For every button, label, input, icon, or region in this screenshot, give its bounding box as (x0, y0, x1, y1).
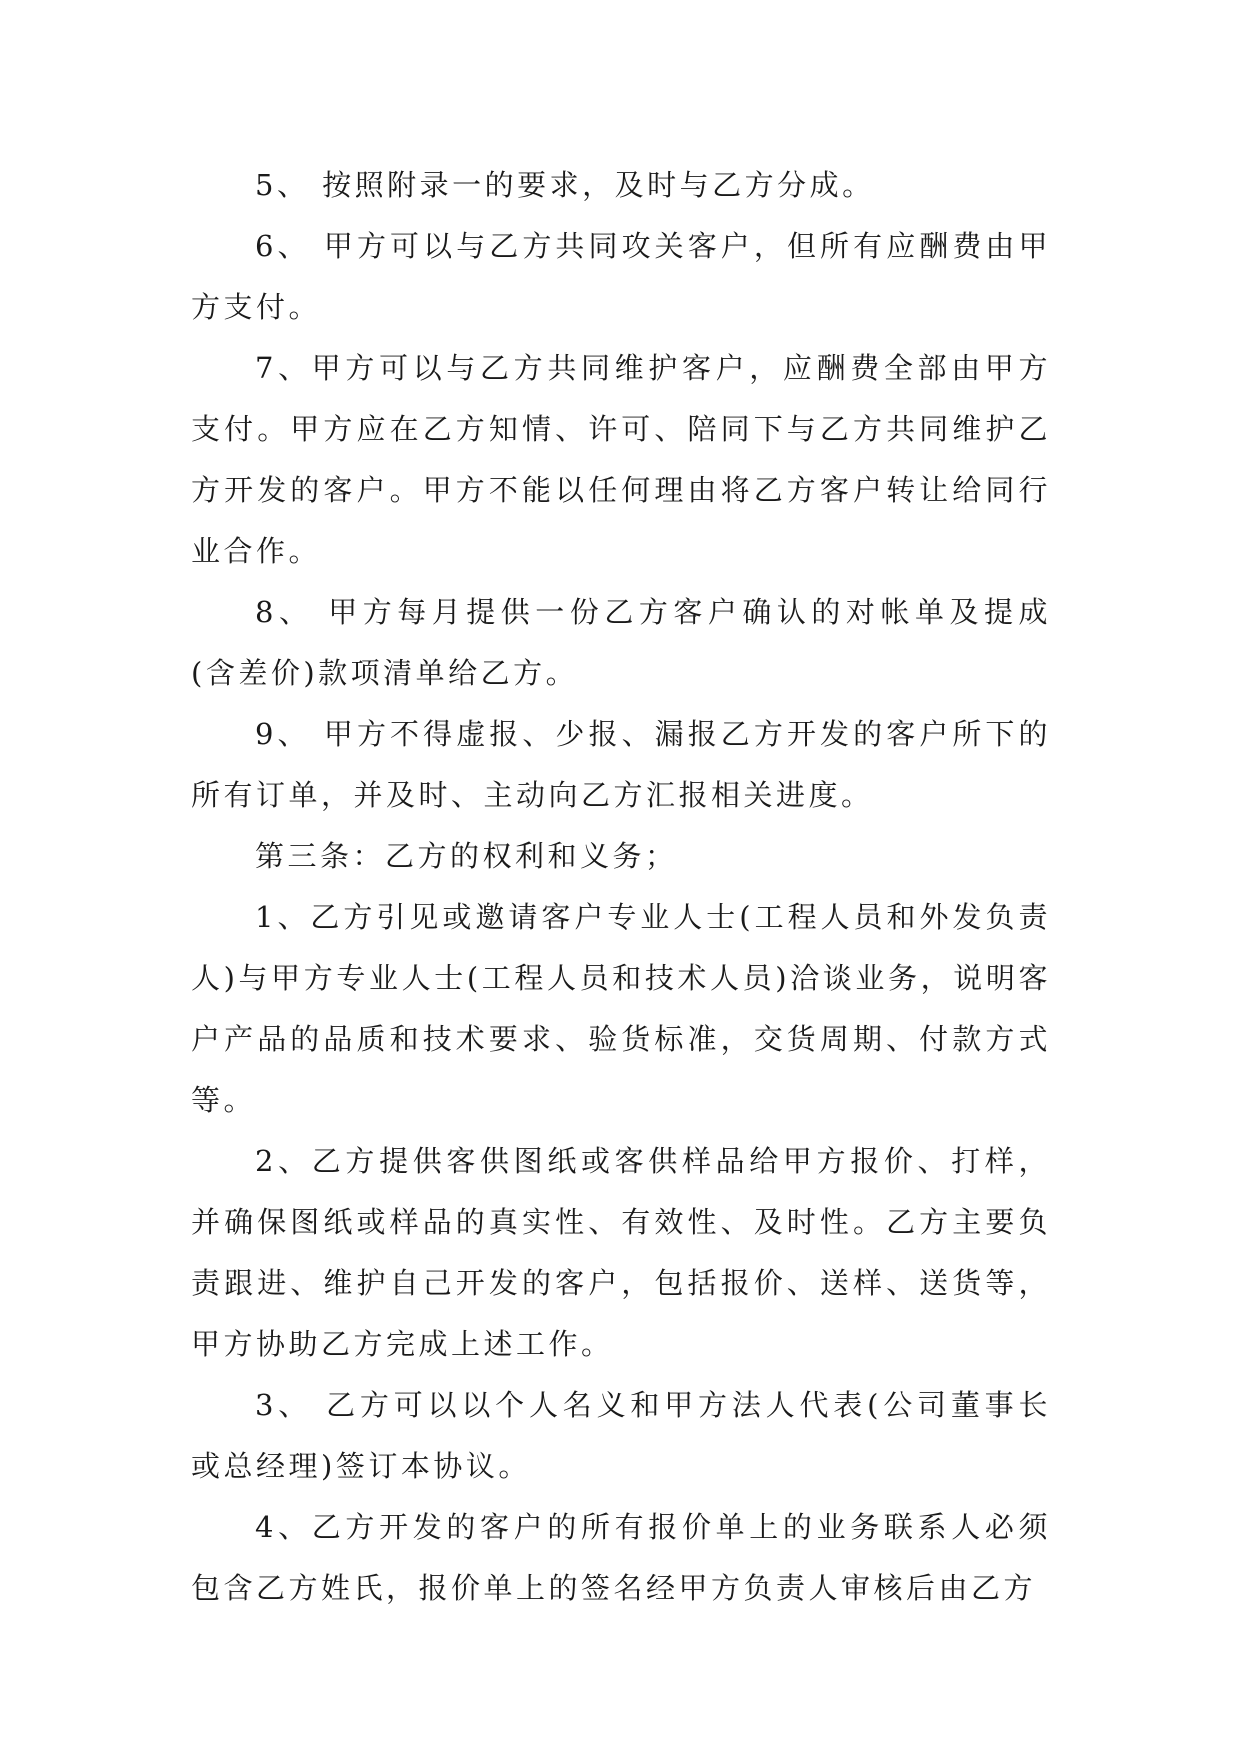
document-body (191, 155, 1051, 1619)
clause-paragraph-5: 5、 按照附录一的要求，及时与乙方分成。 (255, 168, 875, 202)
party-b-clause-1: 1、乙方引见或邀请客户专业人士(工程人员和外发负责人)与甲方专业人士(工程人员和技术人员)洽谈业务，说明客户产品的品质和技术要求、验货标准，交货周期、付款方式等。 (191, 900, 1051, 1117)
clause-paragraph-9: 9、 甲方不得虚报、少报、漏报乙方开发的客户所下的所有订单，并及时、主动向乙方汇报相关进度。 (191, 717, 1051, 812)
clause-paragraph-7: 7、甲方可以与乙方共同维护客户，应酬费全部由甲方支付。甲方应在乙方知情、许可、陪同下与乙方共同维护乙方开发的客户。甲方不能以任何理由将乙方客户转让给同行业合作。 (191, 351, 1051, 568)
clause-paragraph-8: 8、 甲方每月提供一份乙方客户确认的对帐单及提成(含差价)款项清单给乙方。 (191, 595, 1051, 690)
clause-paragraph-6: 6、 甲方可以与乙方共同攻关客户，但所有应酬费由甲方支付。 (191, 229, 1051, 324)
section-heading-article-3: 第三条：乙方的权利和义务； (255, 839, 678, 873)
party-b-clause-2: 2、乙方提供客供图纸或客供样品给甲方报价、打样，并确保图纸或样品的真实性、有效性、及时性。乙方主要负责跟进、维护自己开发的客户，包括报价、送样、送货等，甲方协助乙方完成上述工作。 (191, 1144, 1051, 1361)
party-b-clause-4: 4、乙方开发的客户的所有报价单上的业务联系人必须包含乙方姓氏，报价单上的签名经甲方负责人审核后由乙方 (191, 1510, 1051, 1605)
party-b-clause-3: 3、 乙方可以以个人名义和甲方法人代表(公司董事长或总经理)签订本协议。 (191, 1388, 1051, 1483)
